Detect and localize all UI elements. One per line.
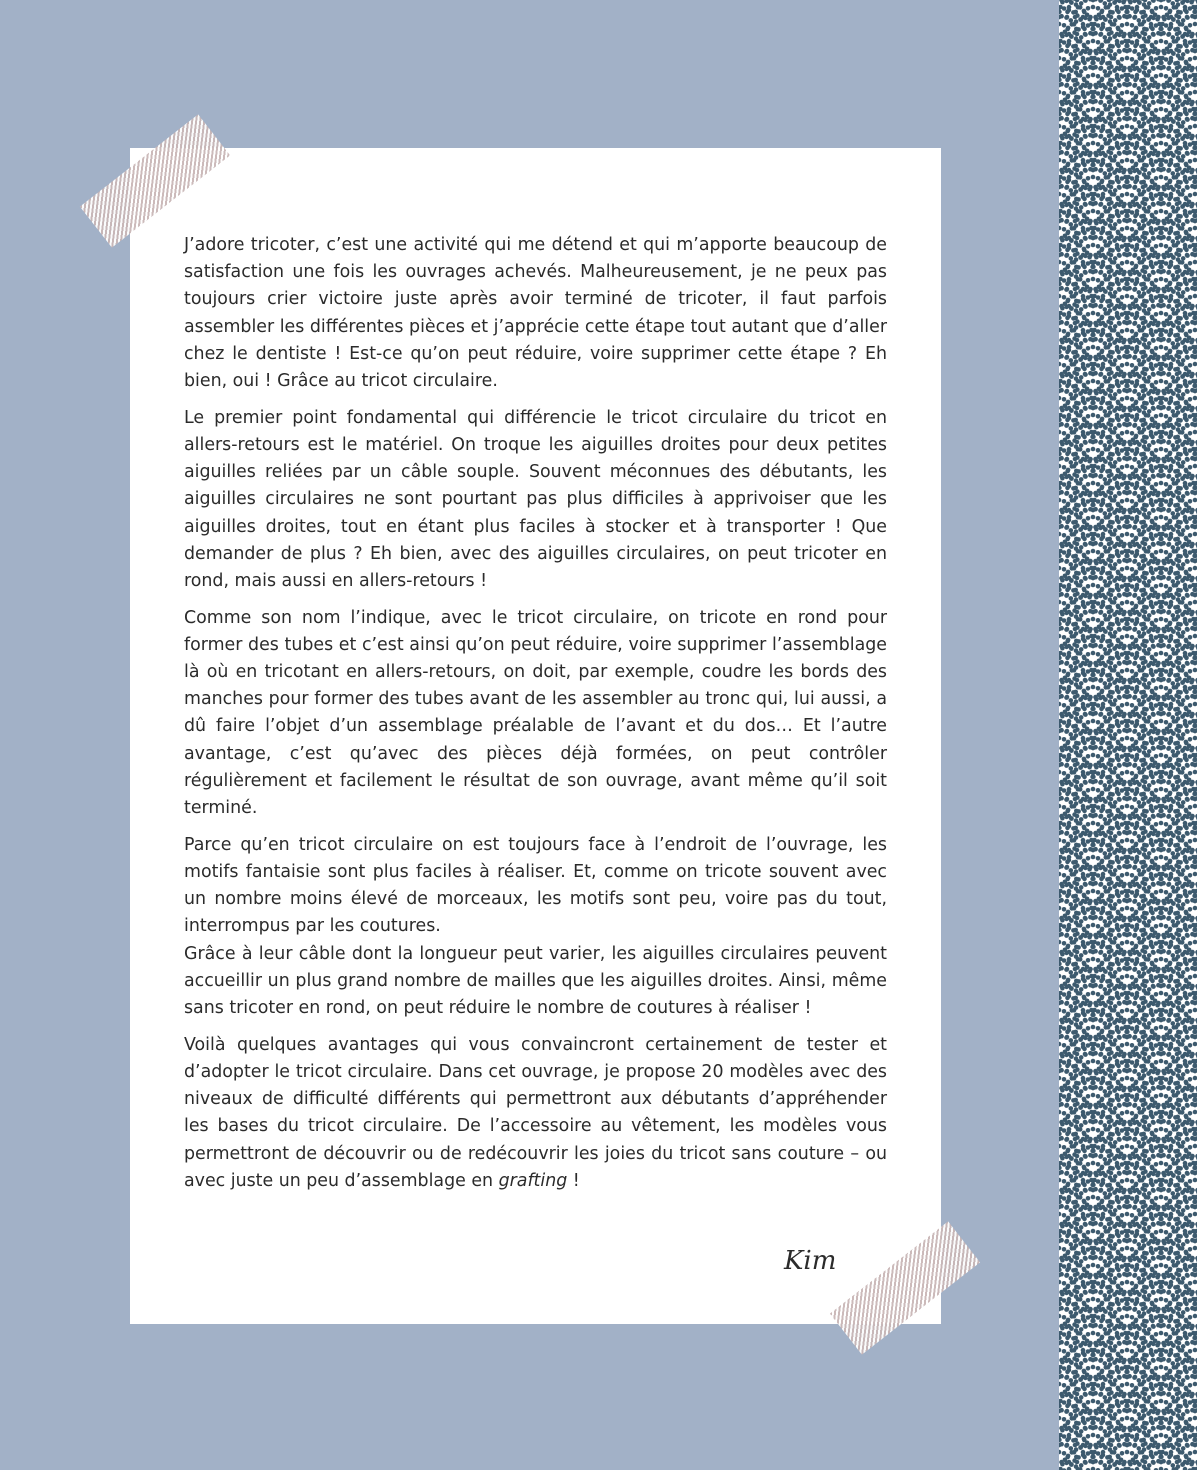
- decorative-scallop-pattern: [1059, 0, 1197, 1470]
- paragraph: Parce qu’en tricot circulaire on est toujours face à l’endroit de l’ouvrage, les motifs fantaisie sont plus faciles à réaliser. Et, comme on tricote souvent avec un nombre moins élevé de morceaux, les motifs sont peu, voire pas du tout, interrompus par les coutures.: [184, 834, 887, 937]
- italic-term: grafting: [498, 1170, 568, 1191]
- paragraph-end: !: [567, 1170, 580, 1191]
- signature: Kim: [784, 1246, 837, 1276]
- paragraph: Comme son nom l’indique, avec le tricot circulaire, on tricote en rond pour former des tubes et c’est ainsi qu’on peut réduire, voire supprimer l’assemblage là où en tricotant en allers-retours, on doit, par exemple, coudre les bords des manches pour former des tubes avant de les assembler au tronc qui, lui aussi, a dû faire l’objet d’un assemblage préalable de l’avant et du dos… Et l’autre avantage, c’est qu’avec des pièces déjà formées, on peut contrôler régulièrement et facilement le résultat de son ouvrage, avant même qu’il soit terminé.: [184, 607, 887, 819]
- paragraph: Le premier point fondamental qui différencie le tricot circulaire du tricot en allers-retours est le matériel. On troque les aiguilles droites pour deux petites aiguilles reliées par un câble souple. Souvent méconnues des débutants, les aiguilles circulaires ne sont pourtant pas plus difficiles à apprivoiser que les aiguilles droites, tout en étant plus faciles à stocker et à transporter ! Que demander de plus ? Eh bien, avec des aiguilles circulaires, on peut tricoter en rond, mais aussi en allers-retours !: [184, 407, 887, 591]
- paragraph: J’adore tricoter, c’est une activité qui me détend et qui m’apporte beaucoup de satisfaction une fois les ouvrages achevés. Malheureusement, je ne peux pas toujours crier victoire juste après avoir terminé de tricoter, il faut parfois assembler les différentes pièces et j’apprécie cette étape tout autant que d’aller chez le dentiste ! Est-ce qu’on peut réduire, voire supprimer cette étape ? Eh bien, oui ! Grâce au tricot circulaire.: [184, 235, 887, 392]
- paragraph: Grâce à leur câble dont la longueur peut varier, les aiguilles circulaires peuvent accueillir un plus grand nombre de mailles que les aiguilles droites. Ainsi, même sans tricoter en rond, on peut réduire le nombre de coutures à réaliser !: [184, 943, 887, 1018]
- letter-body: [184, 232, 887, 1204]
- paragraph: [184, 1032, 887, 1195]
- paragraph-text: Voilà quelques avantages qui vous convaincront certainement de tester et d’adopter le tricot circulaire. Dans cet ouvrage, je propose 20 modèles avec des niveaux de difficulté différents qui permettront aux débutants d’appréhender les bases du tricot circulaire. De l’accessoire au vêtement, les modèles vous permettront de découvrir ou de redécouvrir les joies du tricot sans couture – ou avec juste un peu d’assemblage en: [184, 1034, 887, 1191]
